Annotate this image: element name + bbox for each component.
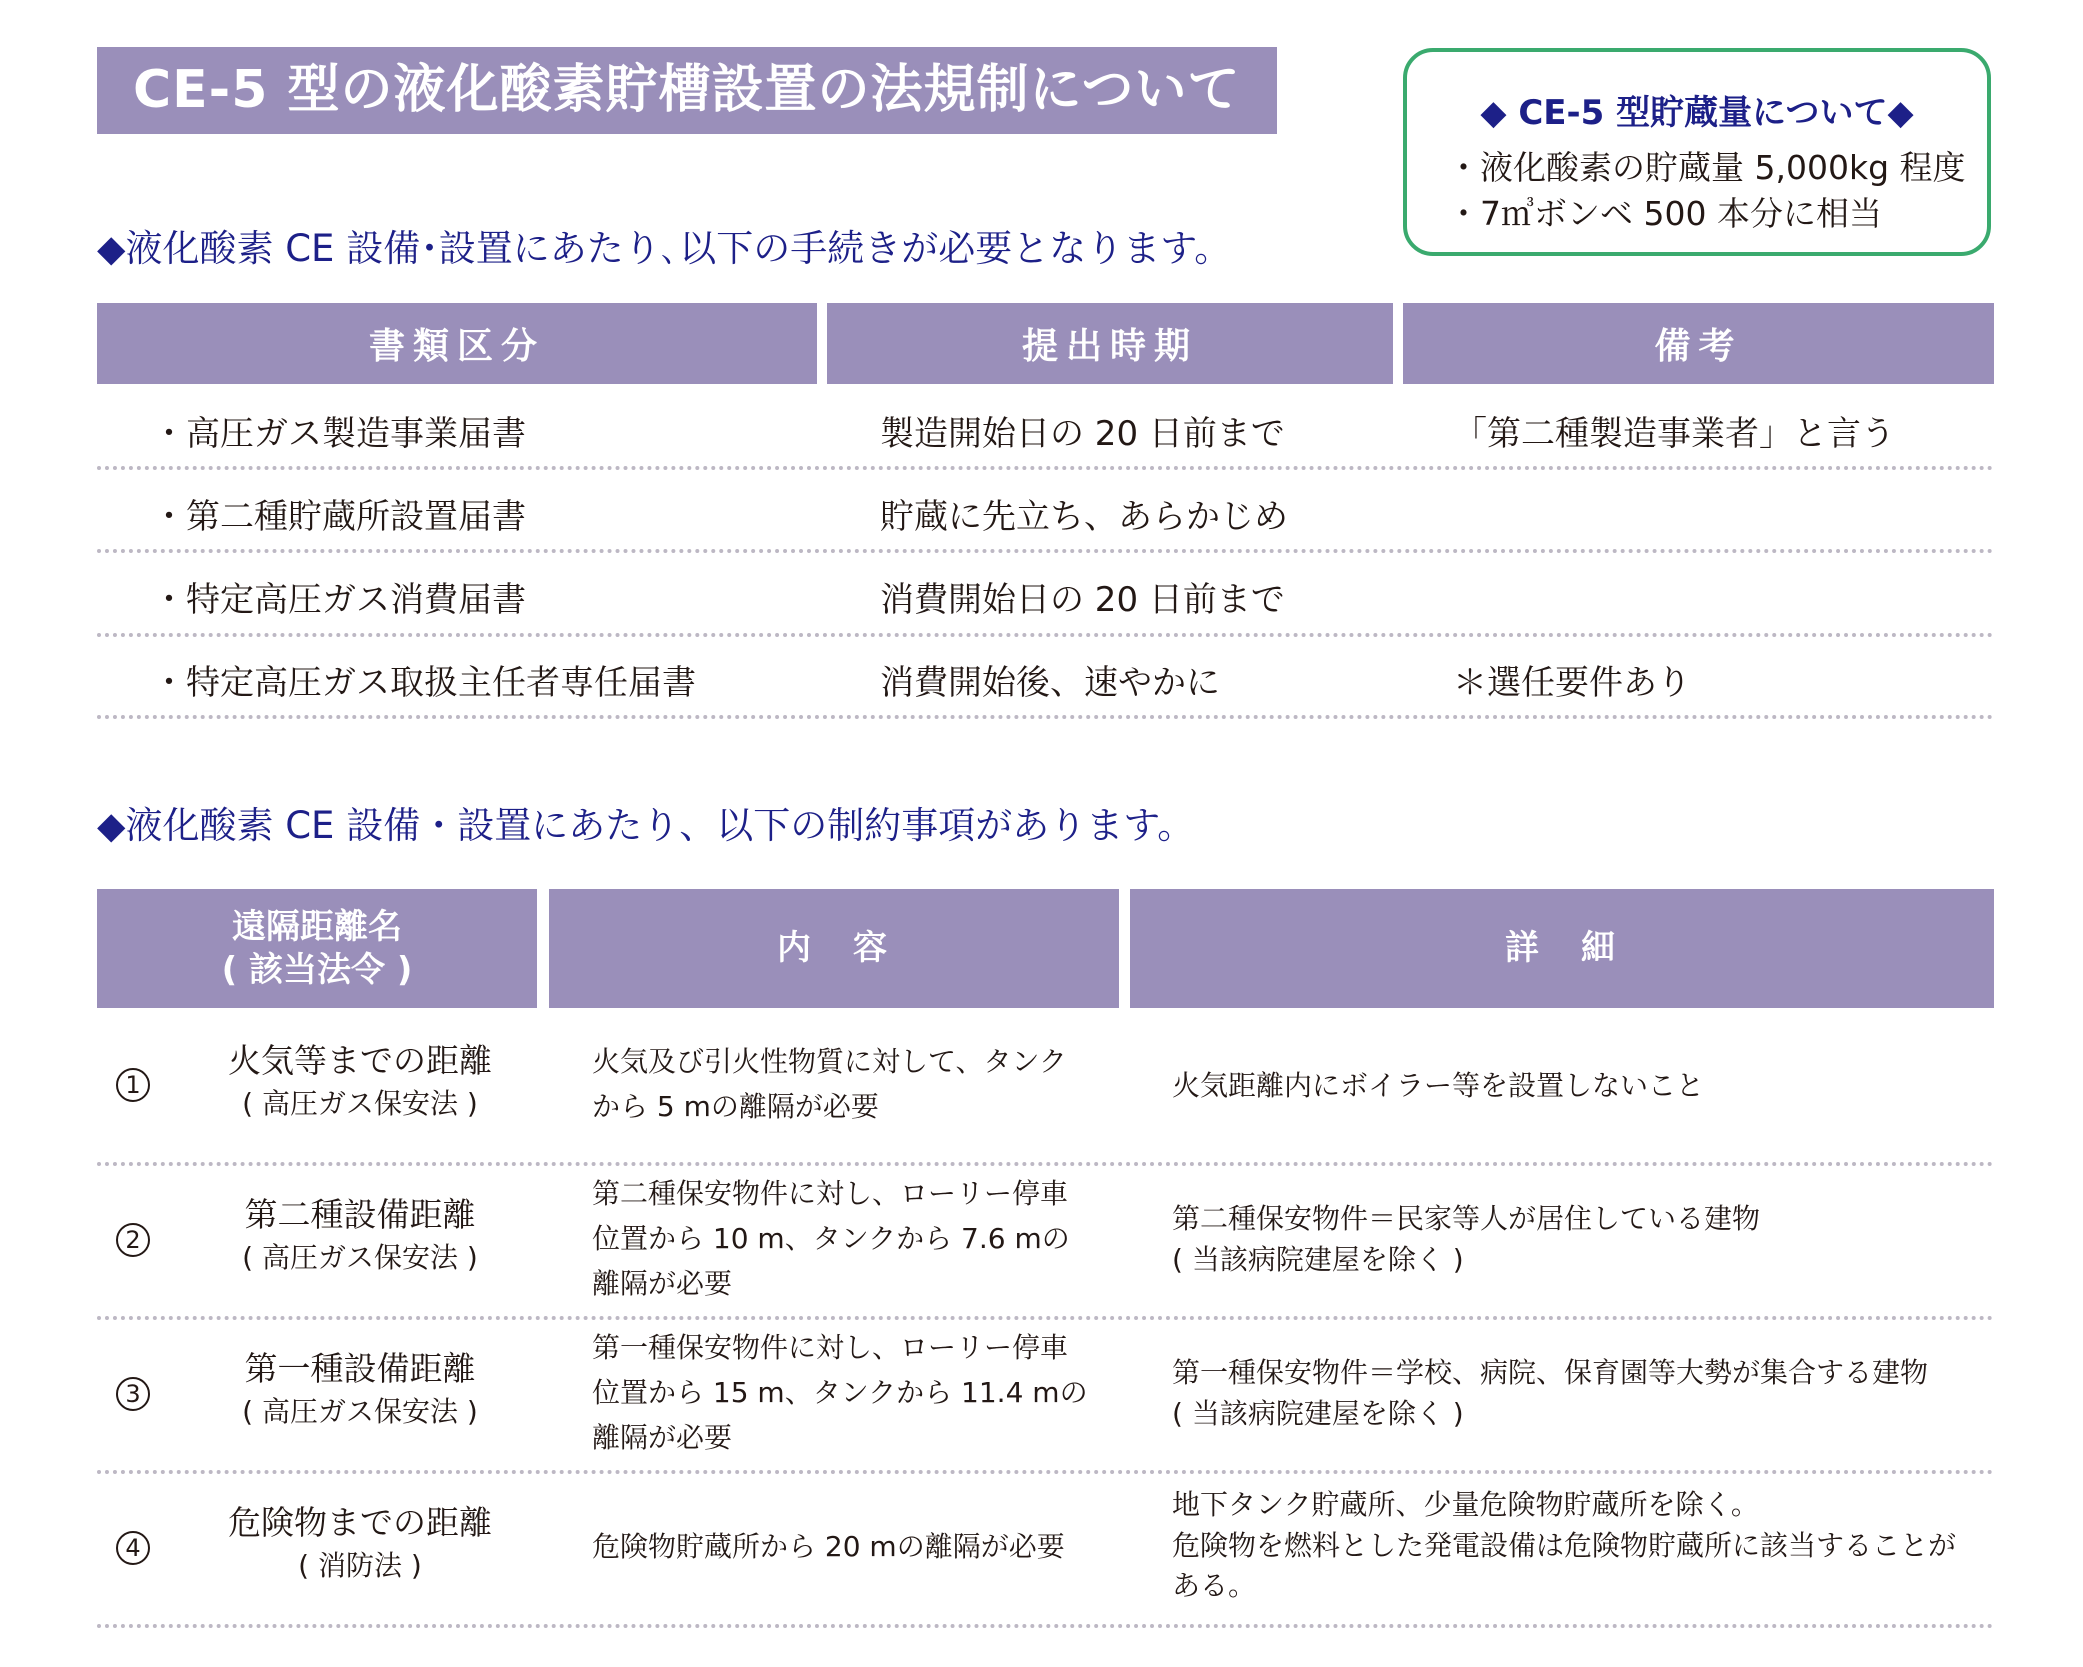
detail-line: 火気距離内にボイラー等を設置しないこと — [1172, 1069, 1705, 1102]
row-divider — [97, 1316, 1994, 1320]
content-line: 位置から 10 m、タンクから 7.6 mの — [592, 1221, 1070, 1255]
row-number-badge: 2 — [116, 1223, 150, 1257]
row-divider — [97, 1470, 1994, 1474]
restriction-detail — [1172, 1066, 1972, 1107]
applicable-law: ( 高圧ガス保安法 ) — [242, 1087, 478, 1121]
detail-line: ( 当該病院建屋を除く ) — [1172, 1242, 1464, 1276]
detail-line: ある。 — [1172, 1569, 1257, 1603]
row-number-badge: 4 — [116, 1531, 150, 1565]
distance-name — [210, 1346, 510, 1431]
content-line: 位置から 15 m、タンクから 11.4 mの — [592, 1375, 1088, 1409]
restriction-detail — [1172, 1485, 1972, 1607]
header-submission-timing: 提出時期 — [827, 303, 1393, 384]
restriction-content — [592, 1525, 1122, 1570]
distance-name — [210, 1038, 510, 1123]
restriction-content — [592, 1040, 1122, 1130]
distance-name-text: 火気等までの距離 — [228, 1041, 492, 1080]
row-divider — [97, 715, 1994, 719]
detail-line: 第二種保安物件＝民家等人が居住している建物 — [1172, 1202, 1761, 1235]
applicable-law: ( 消防法 ) — [298, 1549, 422, 1583]
restriction-detail — [1172, 1199, 1972, 1280]
storage-info-line-1: ・液化酸素の貯蔵量 5,000kg 程度 — [1447, 148, 1966, 187]
restriction-detail — [1172, 1353, 1972, 1434]
distance-name-text: 危険物までの距離 — [228, 1503, 492, 1542]
applicable-law: ( 高圧ガス保安法 ) — [242, 1395, 478, 1429]
row-number-badge: 3 — [116, 1377, 150, 1411]
content-line: 第一種保安物件に対し、ローリー停車 — [592, 1331, 1069, 1364]
content-line: 離隔が必要 — [592, 1266, 733, 1300]
restriction-content — [592, 1326, 1122, 1460]
header-distance-name-line-2: ( 該当法令 ) — [221, 949, 413, 990]
row-2-timing: 貯蔵に先立ち、あらかじめ — [880, 497, 1288, 537]
row-divider — [97, 1162, 1994, 1166]
distance-name-text: 第一種設備距離 — [244, 1349, 476, 1388]
detail-line: 危険物を燃料とした発電設備は危険物貯蔵所に該当することが — [1172, 1528, 1957, 1562]
row-divider — [97, 1624, 1994, 1628]
header-remarks: 備考 — [1403, 303, 1994, 384]
header-distance-name-line-1: 遠隔距離名 — [232, 907, 402, 947]
procedures-heading: ◆液化酸素 CE 設備･設置にあたり､以下の手続きが必要となります。 — [97, 227, 1232, 270]
row-divider — [97, 633, 1994, 637]
header-distance-name — [97, 889, 537, 1008]
row-4-document: ・特定高圧ガス取扱主任者専任届書 — [152, 663, 696, 703]
detail-line: ( 当該病院建屋を除く ) — [1172, 1396, 1464, 1430]
applicable-law: ( 高圧ガス保安法 ) — [242, 1241, 478, 1275]
content-line: 離隔が必要 — [592, 1420, 733, 1454]
row-4-timing: 消費開始後、速やかに — [880, 663, 1220, 703]
row-3-timing: 消費開始日の 20 日前まで — [880, 580, 1285, 620]
content-line: から 5 mの離隔が必要 — [592, 1089, 879, 1123]
page-title: CE-5 型の液化酸素貯槽設置の法規制について — [97, 47, 1277, 134]
row-number-badge: 1 — [116, 1068, 150, 1102]
content-line: 火気及び引火性物質に対して、タンク — [592, 1045, 1067, 1078]
row-2-document: ・第二種貯蔵所設置届書 — [152, 497, 526, 537]
row-1-document: ・高圧ガス製造事業届書 — [152, 414, 526, 454]
row-divider — [97, 549, 1994, 553]
storage-info-title: ◆ CE-5 型貯蔵量について◆ — [1480, 93, 1914, 133]
row-3-document: ・特定高圧ガス消費届書 — [152, 580, 526, 620]
row-1-note: 「第二種製造事業者」と言う — [1453, 414, 1895, 454]
row-divider — [97, 466, 1994, 470]
header-document-type: 書類区分 — [97, 303, 817, 384]
detail-line: 第一種保安物件＝学校、病院、保育園等大勢が集合する建物 — [1172, 1356, 1929, 1389]
row-4-note: ＊選任要件あり — [1453, 663, 1691, 703]
restrictions-heading: ◆液化酸素 CE 設備・設置にあたり、以下の制約事項があります。 — [97, 804, 1195, 847]
content-line: 危険物貯蔵所から 20 mの離隔が必要 — [592, 1530, 1065, 1563]
detail-line: 地下タンク貯蔵所、少量危険物貯蔵所を除く。 — [1172, 1488, 1759, 1521]
restriction-content — [592, 1172, 1122, 1306]
storage-info-line-2: ・7㎥ボンベ 500 本分に相当 — [1447, 194, 1882, 233]
header-content: 内 容 — [549, 889, 1119, 1008]
row-1-timing: 製造開始日の 20 日前まで — [880, 414, 1285, 454]
distance-name-text: 第二種設備距離 — [244, 1195, 476, 1234]
distance-name — [210, 1500, 510, 1585]
content-line: 第二種保安物件に対し、ローリー停車 — [592, 1177, 1069, 1210]
header-detail: 詳 細 — [1130, 889, 1994, 1008]
distance-name — [210, 1192, 510, 1277]
storage-info-box — [1403, 48, 1991, 256]
